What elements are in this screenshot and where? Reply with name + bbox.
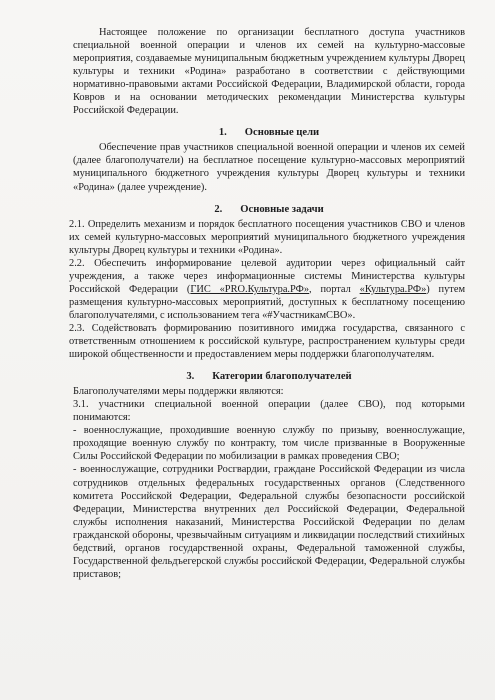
- document-body: [69, 26, 466, 581]
- section-2-item-2-start: 2.2. Обеспечить информирование целевой аудитории через официальный сайт учреждения, а также через информационные системы Министерства культуры Российской Федерации (: [69, 257, 465, 295]
- section-1-text: Обеспечение прав участников специальной военной операции и членов их семей (далее благополучатели) на бесплатное посещение культурно-массовых мероприятий муниципального бюджетного учреждения культуры Дворец культуры и техники «Родина» (далее учреждение).: [73, 142, 465, 193]
- section-3-number: 3.: [186, 371, 195, 383]
- section-3-heading: [73, 370, 465, 383]
- section-2-item-2-mid: , портал: [309, 283, 360, 295]
- section-1-title: Основные цели: [244, 127, 320, 139]
- section-2-item-2-end: ) путем размещения культурно-массовых мероприятий, доступных к бесплатному посещению благополучателями, с использованием тега «#УчастникамСВО».: [69, 283, 466, 321]
- section-2-title: Основные задачи: [240, 203, 324, 215]
- section-3-title: Категории благополучателей: [212, 371, 352, 383]
- section-1-number: 1.: [218, 127, 227, 139]
- section-2-heading: [73, 203, 465, 216]
- section-3-item-1: 3.1. участники специальной военной операции (далее СВО), под которыми понимаются:: [73, 399, 465, 424]
- section-2-item-3: 2.3. Содействовать формированию позитивного имиджа государства, связанного с ответственным отношением к российской культуре, распространением культуры среди широкой общественности и предоставлением меры поддержки благополучателям.: [69, 322, 465, 361]
- section-2-item-2: [69, 257, 465, 322]
- kultura-rf-link[interactable]: «Культура.РФ»: [359, 283, 427, 295]
- intro-paragraph: Настоящее положение по организации бесплатного доступа участников специальной военной операции и членов их семей на культурно-массовые мероприятия, создаваемые муниципальным бюджетным учреждением культуры Дворец культуры и техники «Родина» разработано в соответствии с действующими нормативно-правовыми актами Российской Федерации, Владимирской области, города Ковров и на основании методических рекомендации Министерства культуры Российской Федерации.: [73, 27, 465, 117]
- section-3-lead: Благополучателями меры поддержки являются:: [73, 386, 284, 398]
- section-3-bullet-1: - военнослужащие, проходившие военную службу по призыву, военнослужащие, проходящие военную службу по контракту, том числе призванные в Вооруженные Силы Российской Федерации по мобилизации в рамках проведения СВО;: [73, 425, 465, 463]
- section-2-item-1: 2.1. Определить механизм и порядок бесплатного посещения участников СВО и членов их семей культурно-массовых мероприятий муниципального бюджетного учреждения культуры Дворец культуры и техники «Родина».: [69, 218, 465, 256]
- section-2-number: 2.: [214, 203, 223, 215]
- gis-pro-kultura-link[interactable]: ГИС «PRO.Культура.РФ»: [190, 283, 310, 295]
- section-3-bullet-2: - военнослужащие, сотрудники Росгвардии, граждане Российской Федерации из числа сотрудников отдельных федеральных государственных органов (Следственного комитета Российской Федерации, Федеральной службы безопасности российской Федерации, Министерства внутренних дел Российской Федерации, Федеральной службы исполнения наказаний, Министерства Российской Федерации по делам гражданской обороны, чрезвычайным ситуациям и ликвидации последствий стихийных бедствий, органов государственной охраны, Федеральной таможенной службы, Государственной фельдъегерской службы российской Федерации, Федеральной службы приставов;: [73, 464, 465, 580]
- section-1-heading: [73, 126, 465, 139]
